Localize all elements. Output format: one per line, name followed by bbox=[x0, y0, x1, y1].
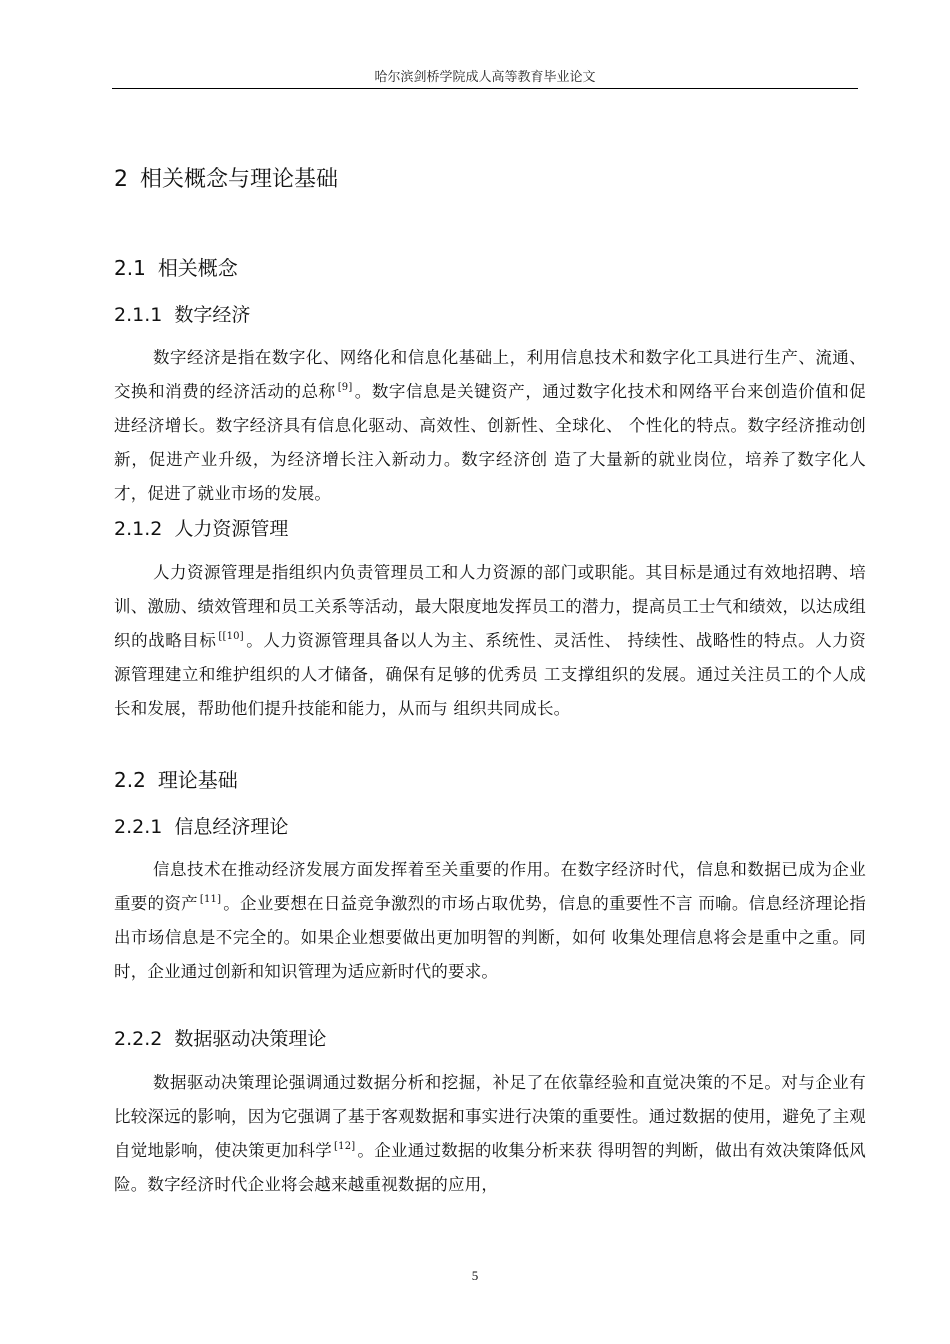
paragraph-data-driven bbox=[114, 1066, 866, 1202]
subsection-number: 2.2.1 bbox=[114, 816, 163, 838]
subsection-number: 2.2.2 bbox=[114, 1028, 163, 1050]
citation-ref[interactable]: [11] bbox=[199, 894, 222, 905]
paragraph-text: 数据驱动决策理论强调通过数据分析和挖掘，补足了在依靠经验和直觉决策的不足。对与企业有比较深远的影响，因为它强调了基于客观数据和事实进行决策的重要性。通过数据的使用，避免了主观自觉地影响，使决策更加科学 bbox=[114, 1073, 866, 1160]
subsection-heading-2-1-2 bbox=[114, 514, 288, 541]
subsection-number: 2.1.2 bbox=[114, 518, 163, 540]
paragraph-digital-economy bbox=[114, 341, 866, 511]
header-rule bbox=[112, 88, 858, 89]
chapter-heading bbox=[114, 162, 338, 193]
citation-ref[interactable]: [12] bbox=[334, 1141, 356, 1152]
paragraph-text: 。企业要想在日益竞争激烈的市场占取优势，信息的重要性不言 而喻。信息经济理论指出市场信息是不完全的。如果企业想要做出更加明智的判断，如何 收集处理信息将会是重中之重。同时，企业通过创新和知识管理为适应新时代的要求。 bbox=[114, 894, 867, 981]
subsection-title: 数字经济 bbox=[174, 304, 251, 326]
citation-ref[interactable]: [9] bbox=[337, 382, 353, 393]
paragraph-text: 。人力资源管理具备以人为主、系统性、灵活性、 持续性、战略性的特点。人力资源管理建立和维护组织的人才储备，确保有足够的优秀员 工支撑组织的发展。通过关注员工的个人成长和发展，帮助他们提升技能和能力，从而与 组织共同成长。 bbox=[114, 631, 867, 718]
subsection-heading-2-1-1 bbox=[114, 300, 250, 327]
page-number: 5 bbox=[471, 1268, 479, 1283]
paragraph-info-economics bbox=[114, 853, 866, 989]
subsection-title: 数据驱动决策理论 bbox=[174, 1028, 327, 1050]
chapter-title: 相关概念与理论基础 bbox=[140, 167, 339, 192]
running-header: 哈尔滨剑桥学院成人高等教育毕业论文 bbox=[374, 70, 596, 85]
paragraph-text: 。企业通过数据的收集分析来获 得明智的判断，做出有效决策降低风险。数字经济时代企业将会越来越重视数据的应用， bbox=[114, 1141, 866, 1194]
section-heading-2-2 bbox=[114, 764, 238, 793]
paragraph-hr-management bbox=[114, 556, 866, 726]
citation-ref[interactable]: [[10] bbox=[218, 631, 244, 642]
subsection-title: 信息经济理论 bbox=[174, 816, 289, 838]
section-number: 2.2 bbox=[114, 768, 146, 792]
section-number: 2.1 bbox=[114, 256, 146, 280]
section-title: 理论基础 bbox=[157, 768, 238, 792]
subsection-number: 2.1.1 bbox=[114, 304, 163, 326]
paragraph-text: 信息技术在推动经济发展方面发挥着至关重要的作用。在数字经济时代，信息和数据已成为企业重要的资产 bbox=[114, 860, 866, 913]
chapter-number: 2 bbox=[114, 167, 128, 192]
subsection-title: 人力资源管理 bbox=[174, 518, 289, 540]
section-title: 相关概念 bbox=[157, 256, 238, 280]
section-heading-2-1 bbox=[114, 252, 238, 281]
subsection-heading-2-2-2 bbox=[114, 1024, 326, 1051]
subsection-heading-2-2-1 bbox=[114, 812, 288, 839]
paragraph-text: 。数字信息是关键资产，通过数字化技术和网络平台来创造价值和促进经济增长。数字经济具有信息化驱动、高效性、创新性、全球化、 个性化的特点。数字经济推动创新，促进产业升级，为经济增长注入新动力。数字经济创 造了大量新的就业岗位，培养了数字化人才，促进了就业市场的发展。 bbox=[114, 382, 867, 503]
paragraph-text: 人力资源管理是指组织内负责管理员工和人力资源的部门或职能。其目标是通过有效地招聘、培训、激励、绩效管理和员工关系等活动，最大限度地发挥员工的潜力，提高员工士气和绩效，以达成组织的战略目标 bbox=[114, 563, 866, 650]
paragraph-text: 数字经济是指在数字化、网络化和信息化基础上，利用信息技术和数字化工具进行生产、流通、交换和消费的经济活动的总称 bbox=[114, 348, 866, 401]
